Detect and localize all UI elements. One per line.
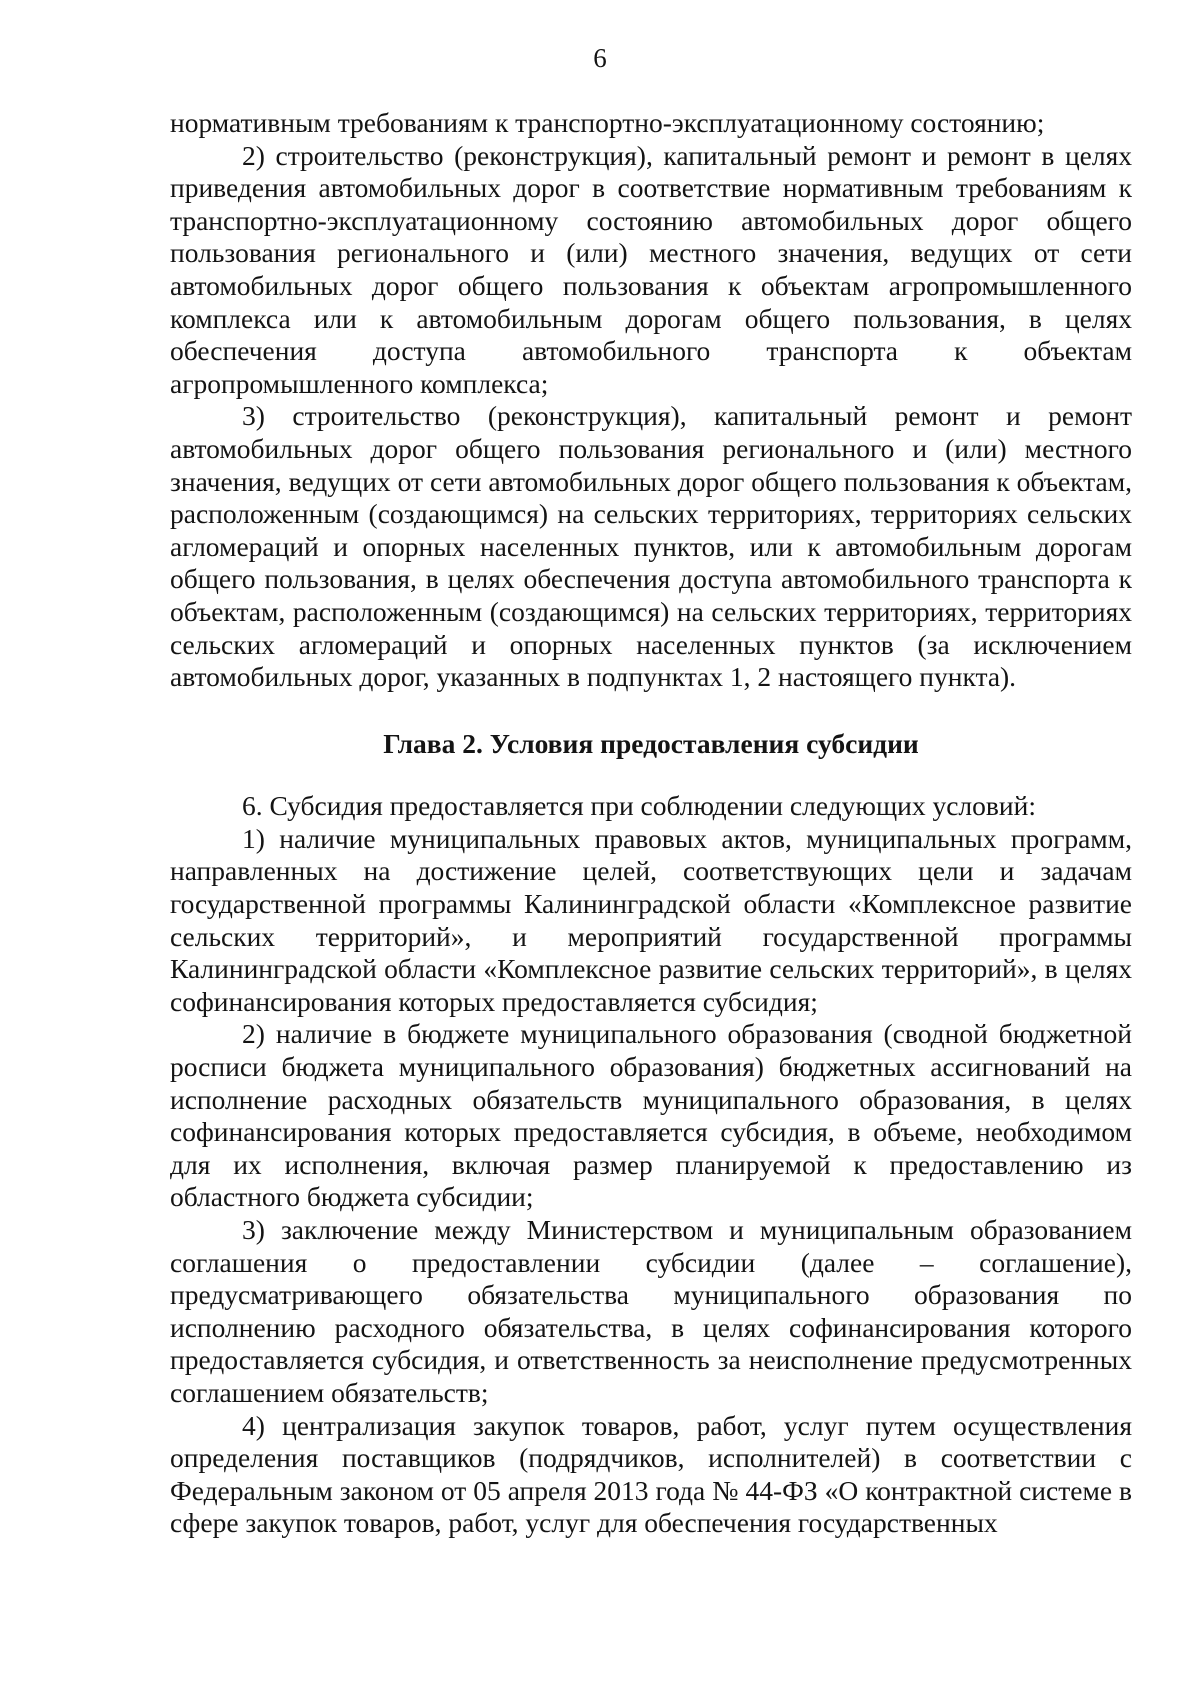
paragraph-continuation: нормативным требованиям к транспортно-эксплуатационному состоянию; xyxy=(170,107,1045,138)
document-body xyxy=(170,107,1132,1540)
paragraph-condition-3: 3) заключение между Министерством и муниципальным образованием соглашения о предоставлении субсидии (далее – соглашение), предусматривающего обязательства муниципального образования по исполнению расходного обязательства, в целях софинансирования которого предоставляется субсидия, и ответственность за неисполнение предусмотренных соглашением обязательств; xyxy=(170,1214,1132,1408)
chapter-heading: Глава 2. Условия предоставления субсидии xyxy=(383,727,919,759)
paragraph-item-3: 3) строительство (реконструкция), капитальный ремонт и ремонт автомобильных дорог общего пользования регионального и (или) местного значения, ведущих от сети автомобильных дорог общего пользования к объектам, расположенным (создающимся) на сельских территориях, территориях сельских агломераций и опорных населенных пунктов, или к автомобильным дорогам общего пользования, в целях обеспечения доступа автомобильного транспорта к объектам, расположенным (создающимся) на сельских территориях, территориях сельских агломераций и опорных населенных пунктов (за исключением автомобильных дорог, указанных в подпунктах 1, 2 настоящего пункта). xyxy=(170,400,1132,693)
paragraph-condition-4: 4) централизация закупок товаров, работ, услуг путем осуществления определения поставщиков (подрядчиков, исполнителей) в соответствии с Федеральным законом от 05 апреля 2013 года № 44-ФЗ «О контрактной системе в сфере закупок товаров, работ, услуг для обеспечения государственных xyxy=(170,1409,1132,1539)
paragraph-condition-1: 1) наличие муниципальных правовых актов, муниципальных программ, направленных на достижение целей, соответствующих цели и задачам государственной программы Калининградской области «Комплексное развитие сельских территорий», и мероприятий государственной программы Калининградской области «Комплексное развитие сельских территорий», в целях софинансирования которых предоставляется субсидия; xyxy=(170,822,1132,1017)
paragraph-condition-2: 2) наличие в бюджете муниципального образования (сводной бюджетной росписи бюджета муниципального образования) бюджетных ассигнований на исполнение расходных обязательств муниципального образования, в целях софинансирования которых предоставляется субсидия, в объеме, необходимом для их исполнения, включая размер планируемой к предоставлению из областного бюджета субсидии; xyxy=(170,1018,1132,1213)
paragraph-item-2: 2) строительство (реконструкция), капитальный ремонт и ремонт в целях приведения автомобильных дорог в соответствие нормативным требованиям к транспортно-эксплуатационному состоянию автомобильных дорог общего пользования регионального и (или) местного значения, ведущих от сети автомобильных дорог общего пользования к объектам агропромышленного комплекса или к автомобильным дорогам общего пользования, в целях обеспечения доступа автомобильного транспорта к объектам агропромышленного комплекса; xyxy=(170,139,1132,399)
page-number: 6 xyxy=(593,43,607,73)
paragraph-clause-6: 6. Субсидия предоставляется при соблюдении следующих условий: xyxy=(242,790,1036,822)
